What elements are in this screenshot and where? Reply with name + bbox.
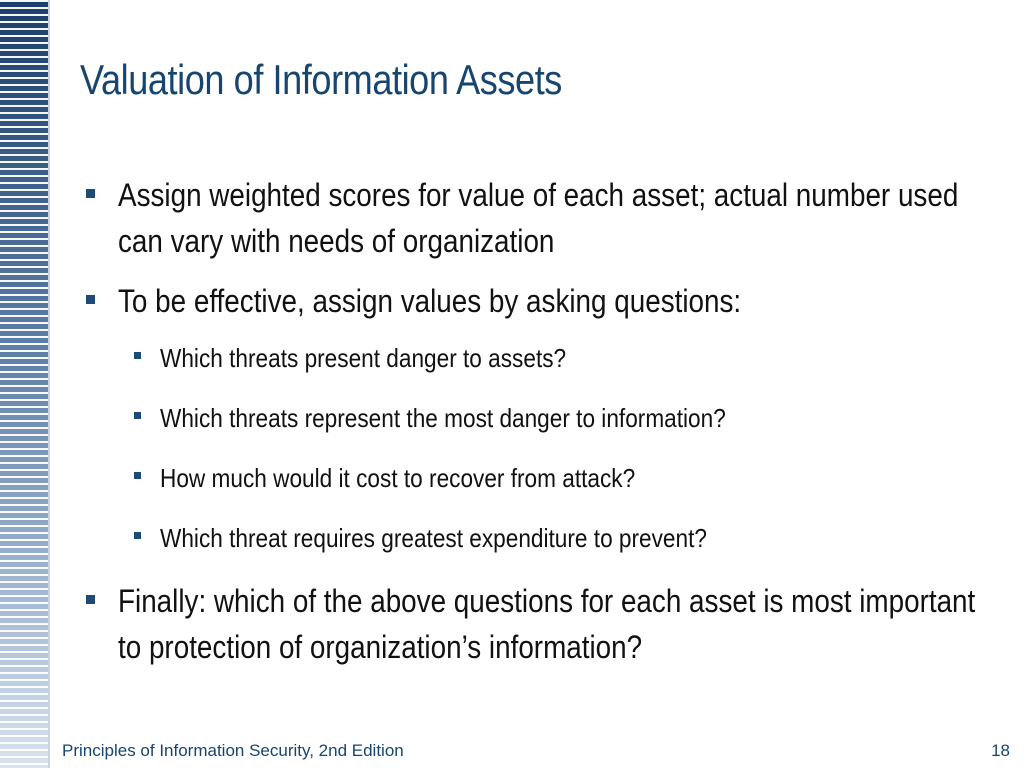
footer-page-number: 18 — [991, 741, 1010, 760]
square-bullet-icon — [86, 189, 95, 198]
slide-content — [82, 172, 982, 684]
square-bullet-icon — [134, 352, 141, 359]
bullet-text: To be effective, assign values by asking questions: — [118, 283, 742, 319]
sub-bullet-text: Which threats present danger to assets? — [160, 343, 567, 373]
sub-bullet-text: Which threat requires greatest expenditure to prevent? — [160, 523, 707, 553]
square-bullet-icon — [134, 412, 141, 419]
side-bar-edge — [48, 0, 50, 768]
decorative-side-bar — [0, 0, 50, 768]
slide-title: Valuation of Information Assets — [80, 56, 562, 103]
sub-bullet-item — [130, 458, 982, 498]
bullet-item — [82, 172, 982, 264]
sub-bullet-text: How much would it cost to recover from attack? — [160, 463, 636, 493]
sub-bullet-text: Which threats represent the most danger to information? — [160, 403, 726, 433]
square-bullet-icon — [134, 532, 141, 539]
bullet-text: Assign weighted scores for value of each asset; actual number used can vary with needs of organization — [118, 177, 959, 259]
bullet-item — [82, 578, 982, 670]
bullet-item — [82, 278, 982, 324]
footer-book-title: Principles of Information Security, 2nd Edition — [62, 741, 404, 760]
square-bullet-icon — [86, 295, 95, 304]
square-bullet-icon — [134, 472, 141, 479]
sub-bullet-item — [130, 338, 982, 378]
sub-bullet-item — [130, 398, 982, 438]
bullet-text: Finally: which of the above questions for each asset is most important to protection of organization’s information? — [118, 583, 976, 665]
square-bullet-icon — [86, 595, 95, 604]
sub-bullet-item — [130, 518, 982, 558]
